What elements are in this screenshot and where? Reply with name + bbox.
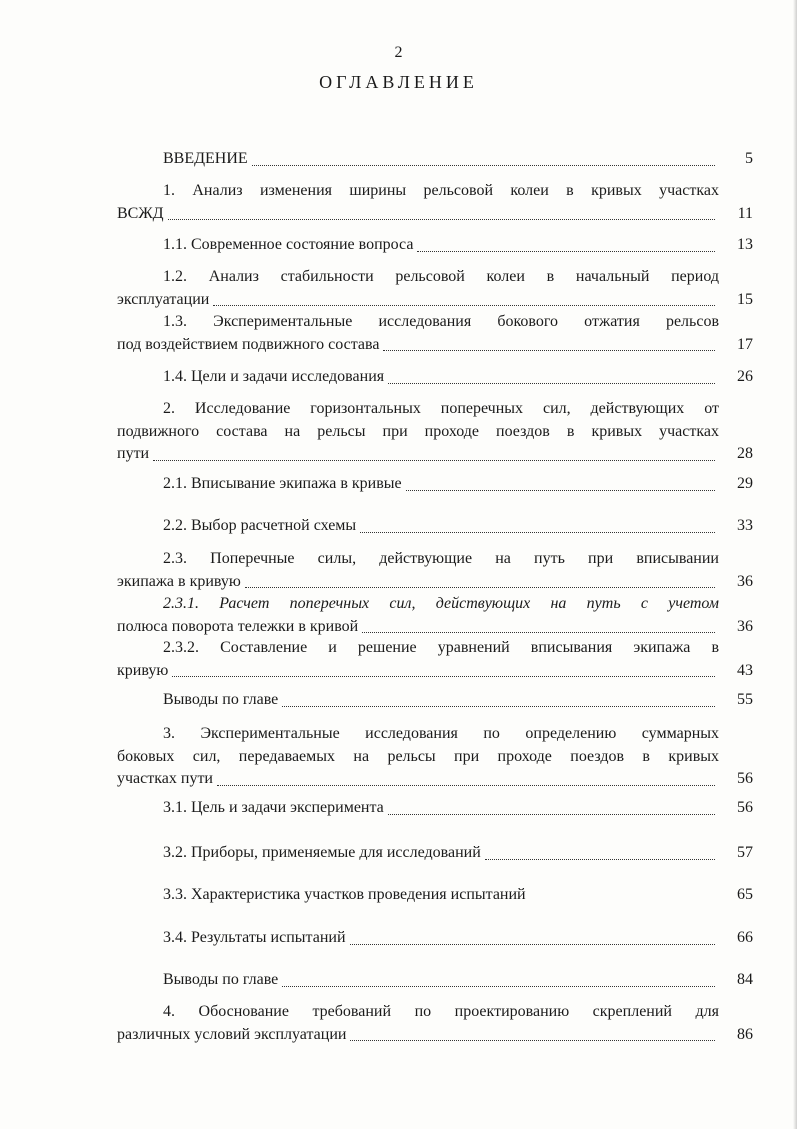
leader-dots xyxy=(168,218,715,220)
page-number: 2 xyxy=(394,44,403,61)
toc-page-number: 56 xyxy=(737,770,753,787)
toc-entry-title: ВВЕДЕНИЕ xyxy=(163,150,248,167)
leader-dots xyxy=(350,1039,715,1041)
toc-entry-1-4[interactable] xyxy=(117,366,753,389)
toc-entry-2-2[interactable] xyxy=(117,515,753,538)
toc-entry-title-line: ВСЖД xyxy=(117,204,164,222)
toc-entry-chapter-2-conclusions[interactable] xyxy=(117,689,753,712)
toc-entry-title: 3.1. Цель и задачи эксперимента xyxy=(163,799,384,816)
toc-entry-2-1[interactable] xyxy=(117,473,753,496)
leader-dots xyxy=(350,943,715,945)
toc-page-number: 17 xyxy=(737,335,753,353)
toc-page-number: 43 xyxy=(737,661,753,679)
toc-page-number: 36 xyxy=(737,572,753,590)
leader-dots xyxy=(282,985,715,987)
toc-entry-title: Выводы по главе xyxy=(163,691,279,708)
leader-dots xyxy=(362,631,715,633)
toc-entry-3-1[interactable] xyxy=(117,797,753,820)
toc-entry-chapter-4[interactable] xyxy=(117,1001,753,1046)
leader-dots xyxy=(388,813,715,815)
leader-dots xyxy=(388,382,715,384)
toc-entry-title-line: эксплуатации xyxy=(117,290,210,308)
toc-page-number: 11 xyxy=(737,204,753,222)
toc-entry-title: 2.2. Выбор расчетной схемы xyxy=(163,517,357,534)
toc-entry-title-line: 1.3. Экспериментальные исследования бокового отжатия рельсов xyxy=(163,313,719,330)
toc-entry-title-line: 4. Обоснование требований по проектированию скреплений для xyxy=(163,1003,719,1020)
toc-entry-2-3[interactable] xyxy=(117,548,753,593)
toc-entry-title-line: полюса поворота тележки в кривой xyxy=(117,617,359,635)
toc-entry-title: 1.4. Цели и задачи исследования xyxy=(163,368,385,385)
toc-entry-title-line: пути xyxy=(117,445,150,462)
toc-entry-title-line: боковых сил, передаваемых на рельсы при проходе поездов в кривых xyxy=(117,747,719,765)
leader-dots xyxy=(217,784,715,786)
leader-dots xyxy=(252,164,715,166)
toc-entry-title-line: 2. Исследование горизонтальных поперечных сил, действующих от xyxy=(163,400,719,417)
toc-entry-3-4[interactable] xyxy=(117,927,753,950)
toc-page-number: 15 xyxy=(737,290,753,308)
toc-entry-1-3[interactable] xyxy=(117,311,753,356)
toc-entry-title-line: кривую xyxy=(117,661,169,679)
toc-entry-title-line: 2.3. Поперечные силы, действующие на путь при вписывании xyxy=(163,550,719,567)
toc-entry-chapter-2[interactable] xyxy=(117,398,753,466)
toc-entry-2-3-2[interactable] xyxy=(117,637,753,682)
toc-entry-title: Выводы по главе xyxy=(163,971,279,988)
toc-entry-title-line: 3. Экспериментальные исследования по определению суммарных xyxy=(163,725,719,742)
toc-entry-2-3-1[interactable] xyxy=(117,593,753,638)
toc-entry-introduction[interactable] xyxy=(117,148,753,171)
leader-dots xyxy=(360,531,715,533)
toc-entry-title-line: 1. Анализ изменения ширины рельсовой колеи в кривых участках xyxy=(163,182,719,199)
leader-dots xyxy=(245,586,715,588)
toc-entry-title-line: 2.3.1. Расчет поперечных сил, действующих на путь с учетом xyxy=(163,595,719,612)
toc-page-number: 26 xyxy=(737,368,753,385)
toc-entry-title-line: под воздействием подвижного состава xyxy=(117,335,380,353)
toc-entry-title: 3.4. Результаты испытаний xyxy=(163,929,346,946)
toc-page-number: 65 xyxy=(737,886,753,903)
toc-page-number: 33 xyxy=(737,517,753,534)
toc-page-number: 29 xyxy=(737,475,753,492)
toc-entry-title-line: 1.2. Анализ стабильности рельсовой колеи в начальный период xyxy=(163,268,719,285)
leader-dots xyxy=(172,675,715,677)
toc-entry-1-1[interactable] xyxy=(117,234,753,257)
toc-entry-title-line: подвижного состава на рельсы при проходе поездов в кривых участках xyxy=(117,422,719,440)
toc-entry-chapter-3[interactable] xyxy=(117,723,753,791)
toc-entry-3-2[interactable] xyxy=(117,842,753,865)
toc-entry-title-line: участках пути xyxy=(117,770,213,787)
toc-entry-title: 3.3. Характеристика участков проведения испытаний xyxy=(163,886,526,903)
toc-entry-chapter-3-conclusions[interactable] xyxy=(117,969,753,992)
toc-entry-1-2[interactable] xyxy=(117,266,753,311)
scan-edge-shadow xyxy=(793,0,797,1129)
toc-page-number: 86 xyxy=(737,1025,753,1043)
toc-entry-title-line: различных условий эксплуатации xyxy=(117,1025,347,1043)
toc-page-number: 84 xyxy=(737,971,753,988)
leader-dots xyxy=(417,250,715,252)
toc-page-number: 66 xyxy=(737,929,753,946)
leader-dots xyxy=(406,489,715,491)
toc-entry-chapter-1[interactable] xyxy=(117,180,753,225)
toc-page-number: 28 xyxy=(737,445,753,462)
leader-dots xyxy=(530,900,715,902)
toc-page-number: 5 xyxy=(745,150,753,167)
leader-dots xyxy=(213,304,715,306)
toc-entry-3-3[interactable] xyxy=(117,884,753,907)
toc-entry-title-line: 2.3.2. Составление и решение уравнений вписывания экипажа в xyxy=(163,639,719,656)
leader-dots xyxy=(383,349,715,351)
toc-entry-title-line: экипажа в кривую xyxy=(117,572,241,590)
page-title: ОГЛАВЛЕНИЕ xyxy=(319,72,478,92)
toc-page-number: 56 xyxy=(737,799,753,816)
toc-entry-title: 3.2. Приборы, применяемые для исследований xyxy=(163,844,481,861)
leader-dots xyxy=(282,705,715,707)
toc-page-number: 13 xyxy=(737,236,753,253)
toc-page-number: 55 xyxy=(737,691,753,708)
toc-entry-title: 1.1. Современное состояние вопроса xyxy=(163,236,414,253)
leader-dots xyxy=(485,858,715,860)
toc-page-number: 36 xyxy=(737,617,753,635)
leader-dots xyxy=(153,459,715,461)
toc-page-number: 57 xyxy=(737,844,753,861)
toc-entry-title: 2.1. Вписывание экипажа в кривые xyxy=(163,475,402,492)
